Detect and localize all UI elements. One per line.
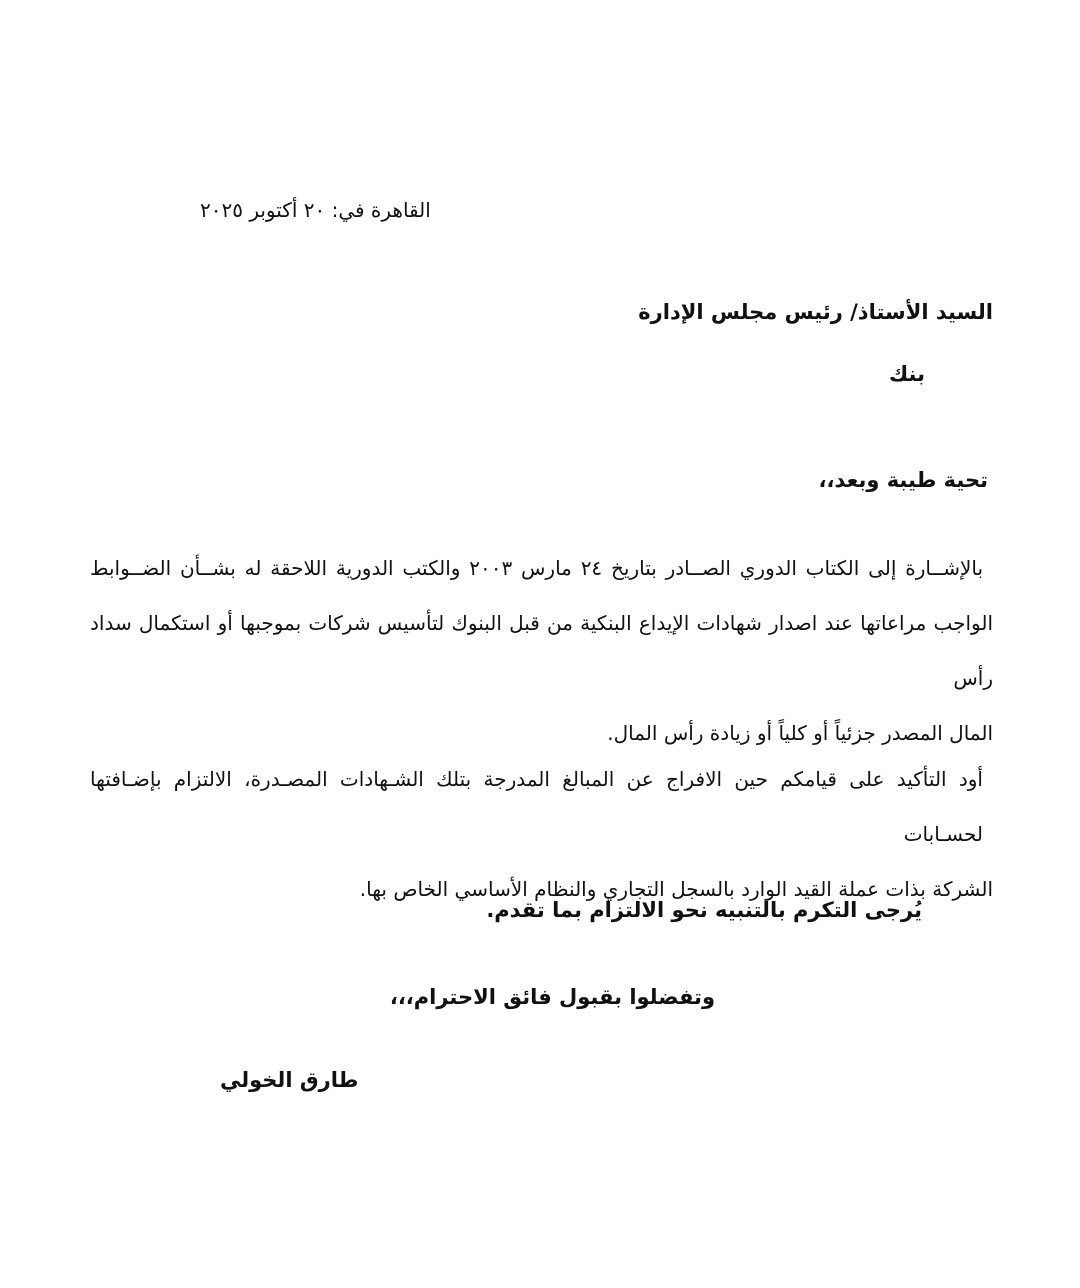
paragraph-1-line-2: الواجب مراعاتها عند اصدار شهادات الإيداع البنكية من قبل البنوك لتأسيس شركات بموجبها أو استكمال سداد رأس [90, 611, 993, 690]
signature-name: طارق الخولي [220, 1068, 359, 1092]
recipient-title: السيد الأستاذ/ رئيس مجلس الإدارة [638, 300, 993, 324]
paragraph-1-line-3: المال المصدر جزئياً أو كلياً أو زيادة رأس المال. [607, 721, 993, 745]
paragraph-1-line-1: بالإشــارة إلى الكتاب الدوري الصــادر بتاريخ ٢٤ مارس ٢٠٠٣ والكتب الدورية اللاحقة له بشــأن الضــوابط [90, 556, 984, 580]
body-paragraph-1 [90, 541, 993, 761]
recipient-organization: بنك [888, 362, 925, 386]
date-line: القاهرة في: ٢٠ أكتوبر ٢٠٢٥ [200, 198, 431, 222]
closing-salutation-line: وتفضلوا بقبول فائق الاحترام،،، [389, 985, 715, 1009]
body-paragraph-2 [90, 752, 993, 917]
paragraph-2-line-1: أود التأكيد على قيامكم حين الافراج عن المبالغ المدرجة بتلك الشـهادات المصـدرة، الالتزام بإضـافتها لحسـابات [90, 767, 983, 846]
closing-request-line: يُرجى التكرم بالتنبيه نحو الالتزام بما تقدم. [486, 898, 922, 922]
paragraph-2-line-2: الشركة بذات عملة القيد الوارد بالسجل التجاري والنظام الأساسي الخاص بها. [359, 877, 993, 901]
salutation: تحية طيبة وبعد،، [818, 468, 988, 492]
